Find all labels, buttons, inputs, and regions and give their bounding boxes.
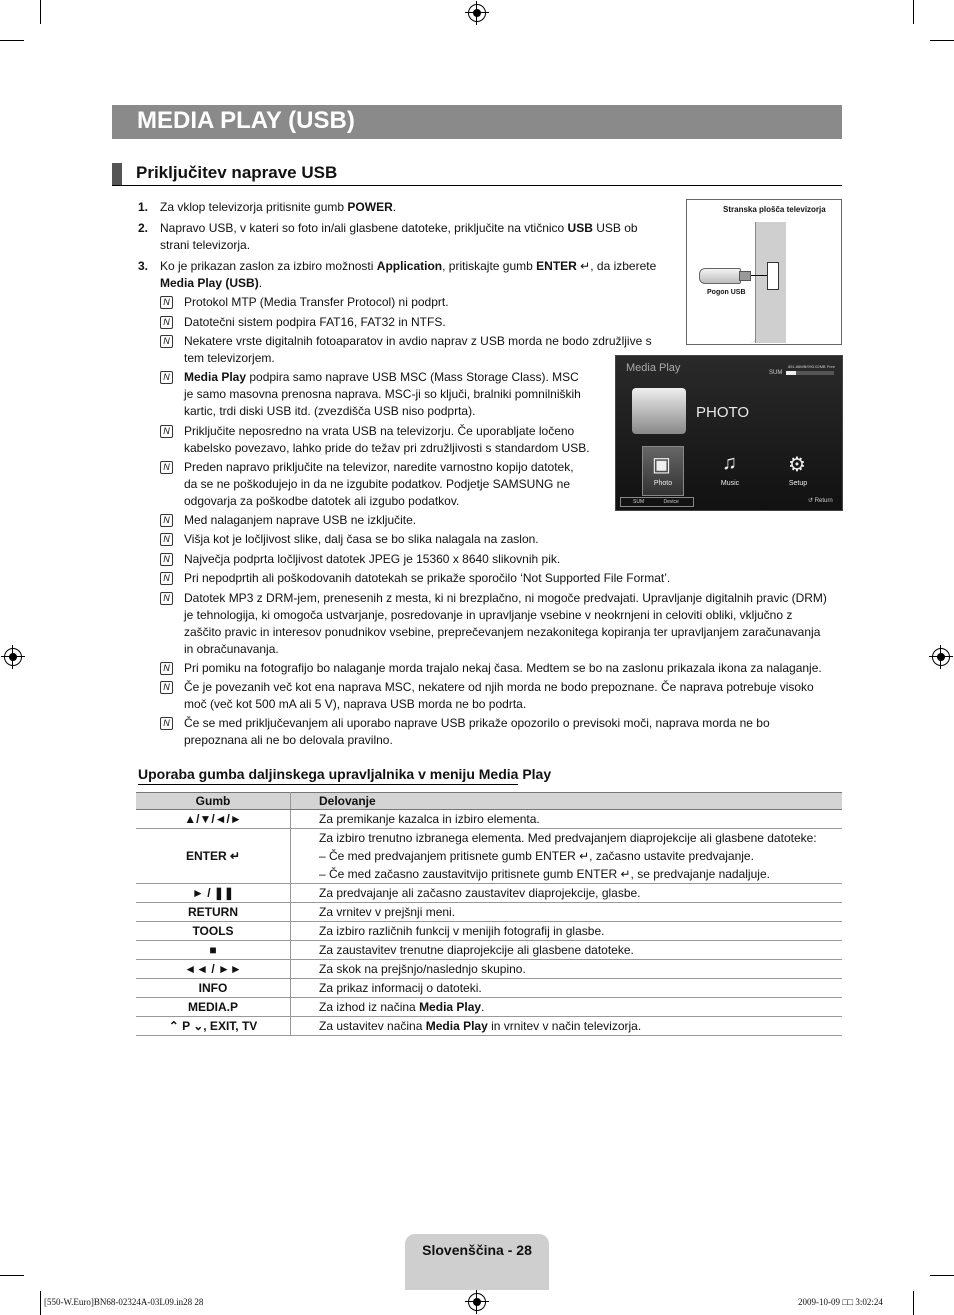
photo-heading: PHOTO (696, 404, 750, 421)
usb-plug-icon (739, 271, 751, 281)
function-cell: Za izhod iz načina Media Play. (291, 998, 843, 1017)
return-hint: ↺ Return (808, 498, 833, 504)
storage-bar (786, 371, 834, 375)
page-title: MEDIA PLAY (USB) (137, 107, 355, 134)
device-name: SUM (769, 370, 783, 376)
device-footer[interactable]: SUM Device (620, 497, 694, 507)
page-number-tab (405, 1234, 549, 1290)
setup-gear-icon[interactable]: ⚙ (788, 454, 806, 476)
note-icon: N (160, 335, 173, 348)
button-cell: ⌃ P ⌄, EXIT, TV (136, 1017, 291, 1036)
function-cell: Za izbiro trenutno izbranega elementa. Med predvajanjem diaprojekcije ali glasbene datoteke: – Če med predvajanjem pritisnete gumb ENTER ↵, začasno ustavite predvajanje. – Če med začasno zaustavitvijo pritisnete gumb ENTER ↵, se predvajanje nadaljuje. (291, 829, 843, 884)
registration-mark-icon (4, 648, 22, 666)
note-icon: N (160, 592, 173, 605)
function-cell: Za vrnitev v prejšnji meni. (291, 903, 843, 922)
note-icon: N (160, 553, 173, 566)
imprint-left: [550-W.Euro]BN68-02324A-03L09.in28 28 (44, 1297, 204, 1307)
crop-mark (913, 0, 914, 24)
button-cell: RETURN (136, 903, 291, 922)
function-cell: Za izbiro različnih funkcij v menijih fotografij in glasbe. (291, 922, 843, 941)
table-row (136, 1017, 842, 1036)
free-space-info: 851.86MB/993.02MB Free (788, 364, 835, 369)
remote-buttons-table (136, 792, 842, 1036)
side-panel-label: Stranska plošča televizorja (723, 205, 826, 214)
button-cell: TOOLS (136, 922, 291, 941)
function-cell: Za zaustavitev trenutne diaprojekcije ali glasbene datoteke. (291, 941, 843, 960)
section-marker (112, 163, 122, 185)
note-icon: N (160, 296, 173, 309)
menu-item-setup[interactable]: Setup (788, 480, 808, 487)
crop-mark (0, 1275, 24, 1276)
crop-mark (930, 40, 954, 41)
button-cell: INFO (136, 979, 291, 998)
media-play-screen (615, 355, 843, 511)
note-icon: N (160, 533, 173, 546)
registration-mark-icon (468, 1293, 486, 1311)
usb-port-icon (767, 262, 779, 290)
photo-large-icon (632, 388, 686, 434)
table-row (136, 922, 842, 941)
crop-mark (0, 40, 24, 41)
note-icon: N (160, 572, 173, 585)
photo-icon[interactable]: ▣ (652, 454, 671, 476)
button-cell: ENTER ↵ (136, 829, 291, 884)
page-title-bar (112, 105, 842, 139)
note-icon: N (160, 461, 173, 474)
note-icon: N (160, 681, 173, 694)
note-icon: N (160, 662, 173, 675)
usb-drive-icon (699, 268, 741, 284)
crop-mark (930, 1275, 954, 1276)
table-row (136, 903, 842, 922)
table-row (136, 960, 842, 979)
menu-item-photo[interactable]: Photo (653, 480, 673, 487)
section-divider (112, 185, 842, 186)
function-cell: Za skok na prejšnjo/naslednjo skupino. (291, 960, 843, 979)
menu-item-music[interactable]: Music (720, 480, 740, 487)
remote-table-title: Uporaba gumba daljinskega upravljalnika v meniju Media Play (138, 766, 552, 782)
connection-line (749, 275, 767, 276)
media-play-title: Media Play (626, 362, 681, 374)
button-cell: MEDIA.P (136, 998, 291, 1017)
table-row (136, 829, 842, 884)
button-cell: ▲/▼/◄/► (136, 810, 291, 829)
section-title: Priključitev naprave USB (136, 163, 338, 182)
col-header-button: Gumb (136, 793, 291, 810)
table-row (136, 884, 842, 903)
usb-drive-label: Pogon USB (707, 289, 746, 296)
crop-mark (40, 1291, 41, 1315)
button-cell: ◄◄ / ►► (136, 960, 291, 979)
button-cell: ■ (136, 941, 291, 960)
music-icon[interactable]: ♫ (722, 452, 737, 474)
function-cell: Za prikaz informacij o datoteki. (291, 979, 843, 998)
registration-mark-icon (932, 648, 950, 666)
col-header-function: Delovanje (291, 793, 843, 810)
sub-title-underline (138, 784, 518, 785)
note-icon: N (160, 316, 173, 329)
note-icon: N (160, 717, 173, 730)
note-icon: N (160, 371, 173, 384)
table-row (136, 979, 842, 998)
imprint-right: 2009-10-09 □□ 3:02:24 (798, 1297, 883, 1307)
function-cell: Za premikanje kazalca in izbiro elementa. (291, 810, 843, 829)
table-row (136, 810, 842, 829)
button-cell: ► / ❚❚ (136, 884, 291, 903)
registration-mark-icon (468, 4, 486, 22)
crop-mark (40, 0, 41, 24)
usb-connection-diagram (686, 199, 842, 345)
page-number: Slovenščina - 28 (422, 1242, 532, 1258)
table-row (136, 941, 842, 960)
function-cell: Za ustavitev načina Media Play in vrnitev v način televizorja. (291, 1017, 843, 1036)
note-icon: N (160, 425, 173, 438)
function-cell: Za predvajanje ali začasno zaustavitev diaprojekcije, glasbe. (291, 884, 843, 903)
table-row (136, 998, 842, 1017)
crop-mark (913, 1291, 914, 1315)
note-icon: N (160, 514, 173, 527)
